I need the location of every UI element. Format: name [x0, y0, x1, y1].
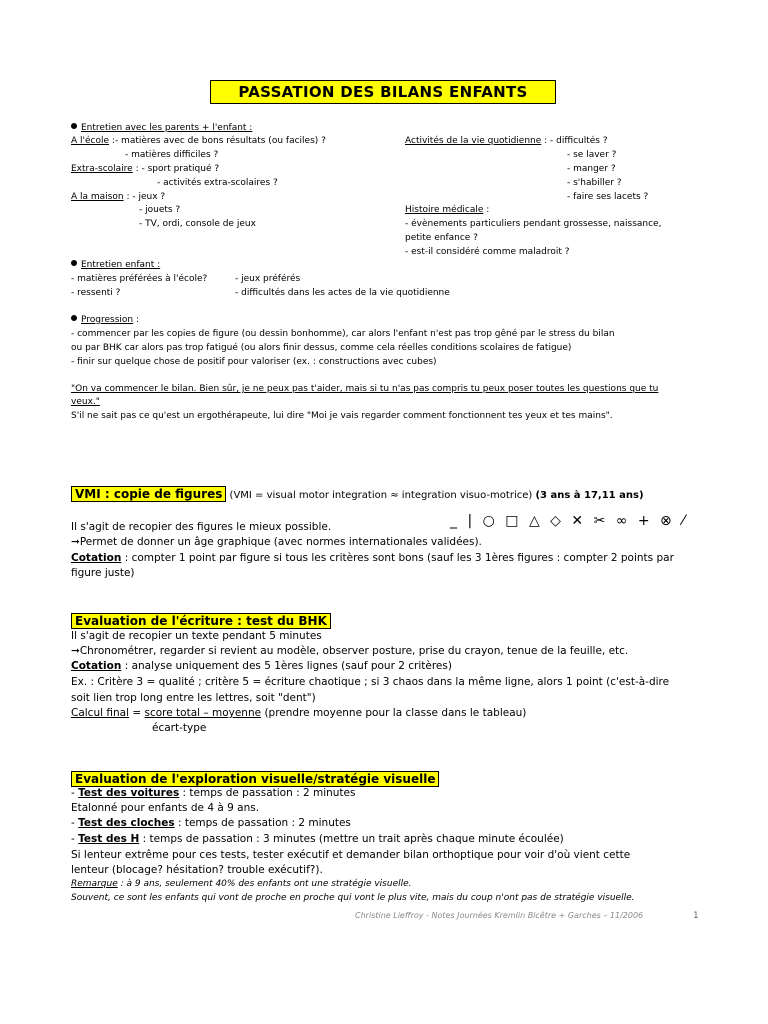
- bhk-line-2: ➞Chronométrer, regarder si revient au modèle, observer posture, prise du crayon, tenue de la feuille, etc.: [71, 645, 629, 657]
- page-title: PASSATION DES BILANS ENFANTS: [210, 80, 556, 104]
- maison-line-3: - TV, ordi, console de jeux: [139, 219, 256, 229]
- entretien-parents-heading: Entretien avec les parents + l'enfant :: [71, 122, 252, 134]
- bhk-cotation: Cotation : analyse uniquement des 5 1ères lignes (sauf pour 2 critères): [71, 660, 452, 672]
- histoire-heading: Histoire médicale :: [405, 205, 490, 215]
- lenteur-line-2: lenteur (blocage? hésitation? trouble exécutif?).: [71, 864, 323, 876]
- avq-line-5: - faire ses lacets ?: [567, 192, 649, 202]
- exploration-heading: Evaluation de l'exploration visuelle/stratégie visuelle: [71, 771, 439, 787]
- ecole-line-2: - matières difficiles ?: [125, 150, 219, 160]
- footer-credit: Christine Lieffroy - Notes Journées Kremlin Bicêtre + Garches – 11/2006: [355, 911, 644, 920]
- etalonne-line: Etalonné pour enfants de 4 à 9 ans.: [71, 802, 260, 814]
- enfant-left-1: - matières préférées à l'école?: [71, 274, 208, 284]
- bhk-calcul: Calcul final = score total – moyenne (prendre moyenne pour la classe dans le tableau): [71, 707, 527, 719]
- bhk-header: [71, 610, 331, 629]
- bhk-heading: Evaluation de l'écriture : test du BHK: [71, 613, 331, 629]
- vmi-line-1: Il s'agit de recopier des figures le mieux possible.: [71, 521, 332, 533]
- exploration-header: [71, 768, 439, 787]
- maison-line-2: - jouets ?: [139, 205, 181, 215]
- test-voitures: - Test des voitures : temps de passation : 2 minutes: [71, 787, 356, 799]
- avq-line-1: Activités de la vie quotidienne : - difficultés ?: [405, 136, 608, 146]
- entretien-enfant-heading: Entretien enfant :: [71, 259, 160, 271]
- bhk-line-1: Il s'agit de recopier un texte pendant 5 minutes: [71, 630, 322, 642]
- progression-line-1: - commencer par les copies de figure (ou dessin bonhomme), car alors l'enfant n'est pas trop gêné par le stress du bilan: [71, 329, 615, 339]
- histoire-line-1: - évènements particuliers pendant grossesse, naissance,: [405, 219, 662, 229]
- lenteur-line-1: Si lenteur extrême pour ces tests, tester exécutif et demander bilan orthoptique pour voir d'où vient cette: [71, 849, 631, 861]
- bullet-icon: [71, 315, 77, 321]
- test-h: - Test des H : temps de passation : 3 minutes (mettre un trait après chaque minute écoulée): [71, 833, 564, 845]
- enfant-left-2: - ressenti ?: [71, 288, 121, 298]
- bhk-calcul-denominator: écart-type: [152, 722, 207, 734]
- vmi-header: [71, 486, 644, 504]
- histoire-line-2: petite enfance ?: [405, 233, 478, 243]
- progression-line-3: - finir sur quelque chose de positif pour valoriser (ex. : constructions avec cubes): [71, 357, 437, 367]
- vmi-cotation: Cotation : compter 1 point par figure si tous les critères sont bons (sauf les 3 1ères figures : compter 2 points par: [71, 552, 674, 564]
- avq-line-4: - s'habiller ?: [567, 178, 622, 188]
- vmi-cotation-2: figure juste): [71, 567, 135, 579]
- quote-line-1: "On va commencer le bilan. Bien sûr, je ne peux pas t'aider, mais si tu n'as pas compris tu peux poser toutes les questions que tu: [71, 384, 659, 394]
- remarque-line: Remarque : à 9 ans, seulement 40% des enfants ont une stratégie visuelle.: [71, 879, 412, 889]
- bhk-ex-1: Ex. : Critère 3 = qualité ; critère 5 = écriture chaotique ; si 3 chaos dans la même ligne, alors 1 point (c'est-à-dire: [71, 676, 670, 688]
- enfant-right-2: - difficultés dans les actes de la vie quotidienne: [235, 288, 450, 298]
- progression-heading: Progression :: [71, 314, 139, 326]
- vmi-heading: VMI : copie de figures: [71, 486, 226, 502]
- extra-line-1: Extra-scolaire : - sport pratiqué ?: [71, 164, 220, 174]
- test-cloches: - Test des cloches : temps de passation : 2 minutes: [71, 817, 351, 829]
- avq-line-3: - manger ?: [567, 164, 616, 174]
- vmi-age: (3 ans à 17,11 ans): [535, 490, 644, 501]
- vmi-desc: (VMI = visual motor integration ≈ integration visuo-motrice): [229, 490, 533, 501]
- bullet-icon: [71, 123, 77, 129]
- page-number: 1: [693, 911, 699, 921]
- bhk-ex-2: soit lien trop long entre les lettres, soit "dent"): [71, 692, 316, 704]
- enfant-right-1: - jeux préférés: [235, 274, 301, 284]
- extra-line-2: - activités extra-scolaires ?: [157, 178, 278, 188]
- bullet-icon: [71, 260, 77, 266]
- souvent-line: Souvent, ce sont les enfants qui vont de proche en proche qui vont le plus vite, mais du coup n'ont pas de stratégie visuelle.: [71, 893, 635, 903]
- progression-line-4: S'il ne sait pas ce qu'est un ergothérapeute, lui dire "Moi je vais regarder comment fonctionnent tes yeux et tes mains".: [71, 411, 613, 421]
- ecole-line-1: A l'école :- matières avec de bons résultats (ou faciles) ?: [71, 136, 326, 146]
- histoire-line-3: - est-il considéré comme maladroit ?: [405, 247, 570, 257]
- vmi-line-2: ➞Permet de donner un âge graphique (avec normes internationales validées).: [71, 536, 482, 548]
- maison-line-1: A la maison : - jeux ?: [71, 192, 166, 202]
- vmi-figures-shapes: _ | ○ □ △ ◇ ✕ ✂ ∞ + ⊗ ⁄: [450, 513, 688, 529]
- arrow-right-icon: ➞: [71, 645, 80, 657]
- quote-line-2: veux.": [71, 397, 100, 407]
- progression-line-2: ou par BHK car alors pas trop fatigué (ou alors finir dessus, comme cela réelles conditions scolaires de fatigue): [71, 343, 572, 353]
- arrow-right-icon: ➞: [71, 536, 80, 548]
- avq-line-2: - se laver ?: [567, 150, 617, 160]
